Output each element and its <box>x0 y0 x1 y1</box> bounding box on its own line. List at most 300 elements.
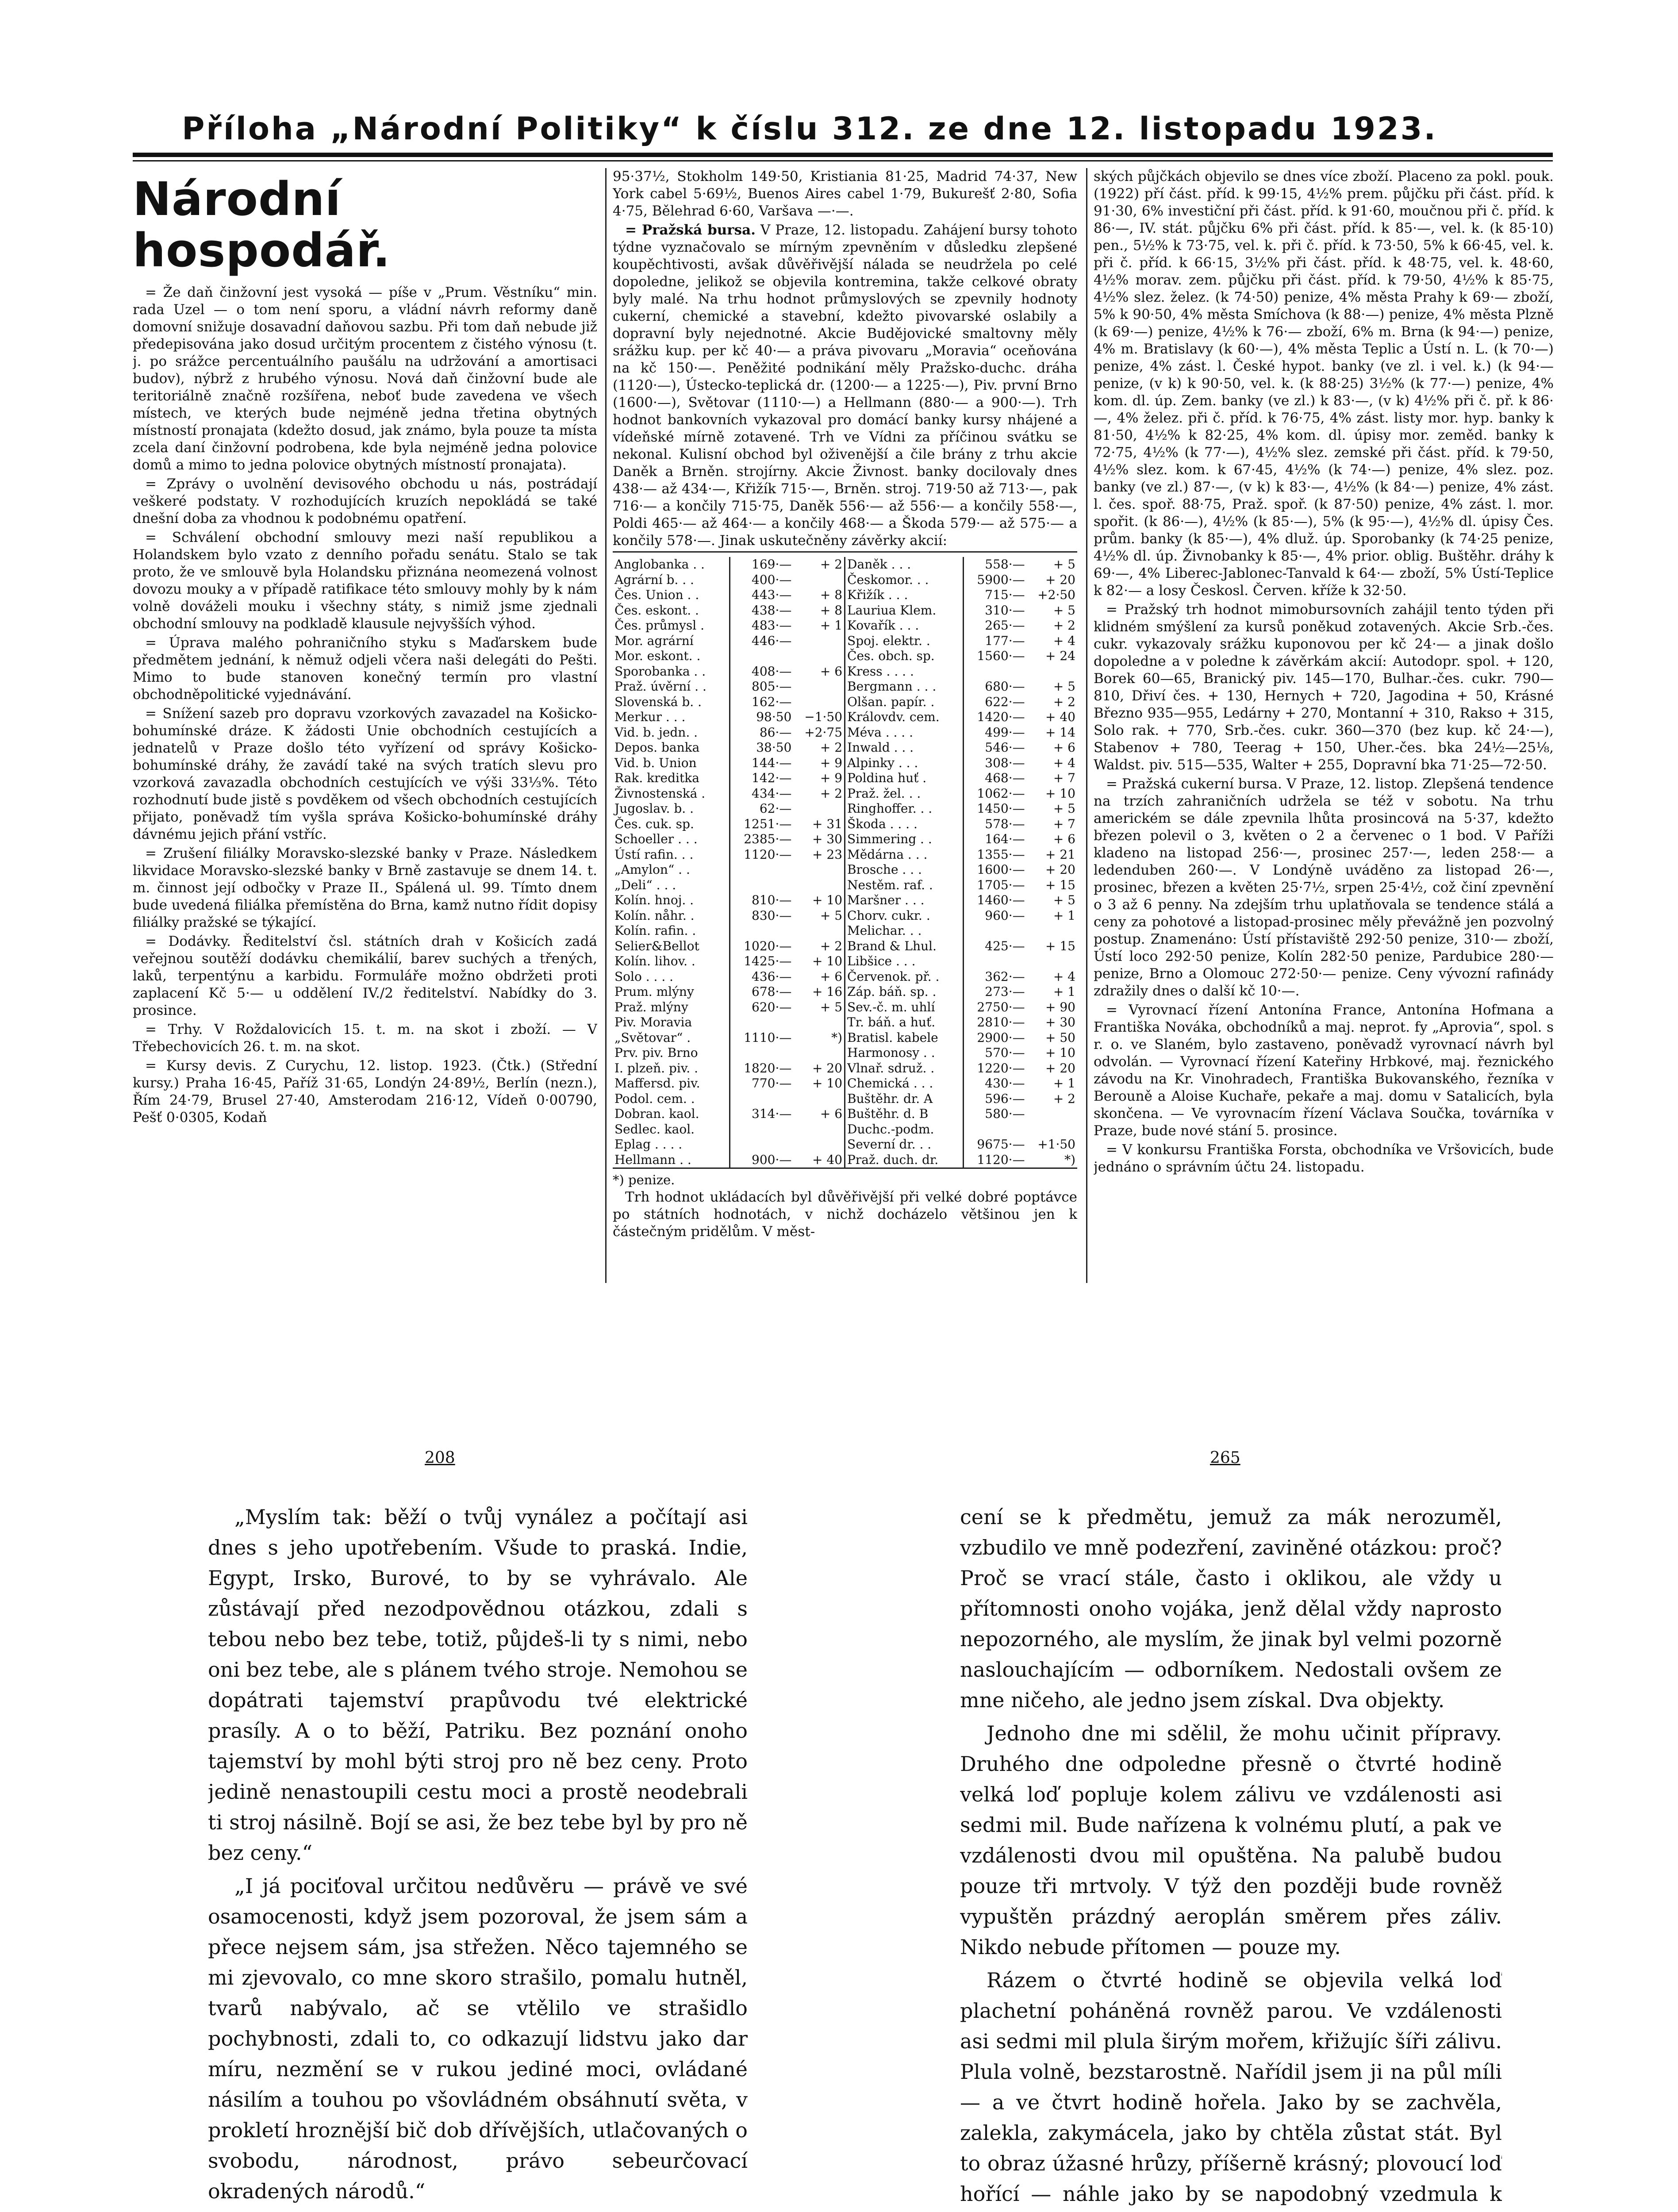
stock-row <box>613 1015 1077 1030</box>
stock-cell-right: + 4 <box>1053 755 1075 770</box>
stock-cell-right: Křižík . . . <box>845 588 964 603</box>
stock-cell-left: + 5 <box>820 908 843 923</box>
stock-cell-left: 434·— <box>730 786 793 802</box>
stock-cell-left <box>793 1091 845 1107</box>
stock-cell-right <box>1027 954 1077 969</box>
stock-cell-right: Buštěhr. d. B <box>845 1106 964 1122</box>
stock-cell-left: + 6 <box>820 664 843 679</box>
article-paragraph: ských půjčkách objevilo se dnes více zboží. Placeno za pokl. pouk. (1922) pří část. příd. k 99·15, 4½% prem. půjčku při část. příd. k 91·30, 6% investiční při část. příd. k 91·60, moučnou při č. příd. k 86·—, IV. stát. půjčku 6% při část. příd. k 85·—, vel. k. (k 85·10) pen., 5½% k 73·75, vel. k. při č. příd. k 73·50, 5% k 66·45, vel. k. při č. příd. k 66·15, 3½% při část. příd. k 48·75, vel. k. 48·60, 4½% morav. zem. půjčku při část. příd. k 79·50, 4½% k 85·75, 4½% slez. želez. (k 74·50) penize, 4% města Prahy k 69·— zboží, 5% k 90·50, 4% města Smíchova (k 88·—) penize, 4% města Plzně (k 69·—) penize, 4½% k 76·— zboží, 6% m. Brna (k 94·—) penize, 4% m. Bratislavy (k 60·—), 4% města Teplic a Ústí n. L. (k 70·—) penize, 4% zást. l. České hypot. banky (ve zl. i vel. k.) (k 94·— penize, (v k) k 90·50, vel. k. (k 88·25) 3½% (k 77·—) penize, 4% kom. dl. úp. Zem. banky (ve zl.) k 83·—, (v k) 4½% při č. př. k 86·—, 4% želez. při č. příd. k 76·75, 4% zást. listy mor. hyp. banky k 81·50, 4½% k 82·25, 4% kom. dl. úpisy mor. zeměd. banky k 72·75, 4½% (k 77·—), 4½% slez. zemské při část. příd. k 79·50, 4½% slez. kom. k 67·45, 4½% (k 74·—) penize, 4% slez. poz. banky (ve zl.) 87·—, (v k) k 83·—, 4½% (k 84·—) penize, 4% zást. l. čes. spoř. 88·75, Praž. spoř. (k 87·50) penize, 4% zást. l. mor. spořit. (k 86·—), 4½% (k 85·—), 5% (k 95·—), 4½% dl. úpisy Čes. prům. banky (k 85·—), 4% dluž. úp. Sporobanky (k 74·25 penize, 4½% dl. úp. Živnobanky k 85·—, 4% prior. oblig. Buštěhr. dráhy k 69·—, 4% Liberec-Jablonec-Tanvald k 64·— zboží, 5% Ústí-Teplice k 82·— a losy Českosl. Červen. kříže k 32·50. <box>1094 169 1554 599</box>
stock-cell-left <box>730 1045 793 1061</box>
stock-cell-right: + 5 <box>1053 893 1075 907</box>
burza-article <box>613 222 1077 549</box>
stock-cell-left: Praž. mlýny <box>614 999 688 1014</box>
stock-cell-right: + 5 <box>1053 603 1075 618</box>
stock-cell-left: „Deli“ . . . <box>614 877 676 892</box>
stock-row <box>613 756 1077 771</box>
stock-row <box>613 740 1077 756</box>
stock-row <box>613 649 1077 664</box>
stock-cell-right: Červenok. př. . <box>845 969 964 985</box>
stock-cell-left <box>793 649 845 664</box>
stock-cell-right: Kress . . . . <box>845 664 964 680</box>
stock-cell-right <box>963 664 1026 680</box>
stock-cell-left: + 16 <box>812 984 843 999</box>
stock-cell-right: + 2 <box>1053 1091 1075 1106</box>
stock-row <box>613 984 1077 1000</box>
stock-cell-left <box>793 1137 845 1152</box>
stock-cell-right: 1355·— <box>963 847 1026 863</box>
stock-cell-left: Schoeller . . . <box>614 832 698 846</box>
stock-cell-right: + 5 <box>1053 557 1075 572</box>
stock-cell-left: Merkur . . . <box>614 710 686 724</box>
burza-text: V Praze, 12. listopadu. Zahájení bursy tohoto týdne vyznačovalo se mírným zpevněním v důsledku zlepšené koupěchtivosti, avšak důvěřivější nálada se neudržela po celé dopoledne, jelikož se objevila kontremina, takže celkové obraty byly malé. Na trhu hodnot průmyslových se zpevnily hodnoty cukerní, chemické a stavební, kdežto pivovarské oslabily a dopravní byly nejednotné. Akcie Budějovické smaltovny měly srážku kup. per kč 40·— a práva pivovaru „Moravia“ oceňována na kč 150·—. Peněžité podnikání měly Pražsko-duchc. dráha (1120·—), Ústecko-teplická dr. (1200·— a 1225·—), Piv. první Brno (1600·—), Světovar (1110·—) a Hellmann (880·— a 900·—). Trh hodnot bankovních vykazoval pro domácí banky kursy nhájené a vídeňské mírně zotavené. Trh ve Vídni za příčinou svátku se nekonal. Kulisní obchod byl oživenější a čile brány z trhu akcie Daněk a Brněn. strojírny. Akcie Živnost. banky docilovaly dnes 438·— až 434·—, Křižík 715·—, Brněn. stroj. 719·50 až 713·—, pak 716·— a končily 715·75, Daněk 556·— až 556·— a končily 558·—, Poldi 465·— až 464·— a končily 468·— a Škoda 579·— až 575·— a končily 578·—. Jinak uskutečněny závěrky akcií: <box>613 222 1077 549</box>
stock-cell-left <box>793 1015 845 1030</box>
stock-row <box>613 923 1077 939</box>
stock-row <box>613 1152 1077 1168</box>
stock-cell-left: Podol. cem. . <box>614 1091 695 1106</box>
stock-cell-right: 580·— <box>963 1106 1026 1122</box>
stock-cell-right: Mědárna . . . <box>845 847 964 863</box>
stock-cell-right: 622·— <box>963 695 1026 710</box>
stock-cell-right <box>1027 1106 1077 1122</box>
book-paragraph: cení se k předmětu, jemuž za mák nerozuměl, vzbudilo ve mně podezření, zaviněné otázkou: proč? Proč se vrací stále, často i oklikou, ale vždy u přítomnosti onoho vojáka, jenž dělal vždy naprosto nepozorného, ale myslím, že jinak byl velmi pozorně naslouchajícím — odborníkem. Nedostali ovšem ze mne ničeho, ale jedno jsem získal. Dva objekty. <box>960 1505 1502 1712</box>
article-paragraph: = Že daň činžovní jest vysoká — píše v „Prum. Věstníku“ min. rada Uzel — o tom není sporu, a vládní návrh reformy daně domovní snižuje dosavadní daňovou sazbu. Při tom daň nebude již předepisována jako dosud určitým procentem z čistého výnosu (t. j. po srážce percentuálního paušálu na udržování a amortisaci budov), nýbrž z hrubého výnosu. Nová daň činžovní bude ale teritoriálně značně rozšířena, neboť bude zavedena ve všech místech, ve kterých bude nejméně jedna třetina obytných místností pronajata (kdežto dosud, jak známo, byla pouze ta místa zcela daní činžovní podrobena, kde byla nejméně jedna polovice domů a mimo to jedna polovice obytných místností pronajata). <box>133 284 597 473</box>
stock-cell-left <box>730 923 793 939</box>
stock-cell-right: 1062·— <box>963 786 1026 802</box>
stock-cell-left: Prum. mlýny <box>614 984 694 999</box>
stock-row <box>613 939 1077 954</box>
page-number-left: 208 <box>425 1449 455 1467</box>
stock-cell-left: + 40 <box>812 1152 843 1167</box>
article-paragraph: = Vyrovnací řízení Antonína France, Antonína Hofmana a Františka Nováka, obchodníků a maj. neprot. fy „Aprovia“, spol. s r. o. ve Slaném, bylo zastaveno, poněvadž vyrovnací návrh byl odvolán. — Vyrovnací řízení Kateřiny Hrbkové, maj. řeznického závodu na Kr. Vinohradech, Františka Bukovanského, řezníka v Berouně a Aloise Kuchaře, pekaře a maj. domu v Satalicích, byla skončena. — Ve vyrovnacím řízení Václava Součka, továrníka v Praze, bude nové stání 5. prosince. <box>1094 1002 1554 1139</box>
stock-row <box>613 771 1077 786</box>
stock-cell-left: 98·50 <box>730 710 793 725</box>
stock-cell-left <box>793 695 845 710</box>
book-paragraph: „I já pociťoval určitou nedůvěru — právě ve své osamocenosti, když jsem pozoroval, že jsem sám a přece nejsem sám, jsa střežen. Něco tajemného se mi zjevovalo, co mne skoro strašilo, pomalu hutněl, tvarů nabývalo, ač se vtělilo ve strašidlo pochybnosti, zdali to, co odkazují lidstvu jako dar míru, nezmění se v rukou jediné moci, ovládané násilím a touhou po všovládném obsáhnutí světa, v prokletí hroznější bič dob dřívějších, utlačovaných o svobodu, národnost, právo sebeurčovací okradených národů.“ <box>208 1874 748 2203</box>
article-paragraph: = Zrušení filiálky Moravsko-slezské banky v Praze. Následkem likvidace Moravsko-slezské banky v Brně zastavuje se dnem 14. t. m. činnost její odbočky v Praze II., Spálená ul. 99. Tímto dnem bude uvedená filiálka přemístěna do Brna, kamž nutno řídit dopisy filiálky pražské se týkající. <box>133 845 597 930</box>
stock-cell-left <box>793 572 845 588</box>
stock-cell-right: + 1 <box>1053 1076 1075 1091</box>
page-number-right: 265 <box>1210 1449 1240 1467</box>
stock-cell-left <box>793 923 845 939</box>
stock-cell-left: Eplag . . . . <box>614 1137 683 1152</box>
stock-cell-left <box>730 649 793 664</box>
stock-cell-left: +2·75 <box>804 725 843 740</box>
stock-cell-right: Daněk . . . <box>845 557 964 572</box>
stock-cell-right: + 4 <box>1053 633 1075 648</box>
stock-cell-right: 1560·— <box>963 649 1026 664</box>
stock-cell-left: + 20 <box>812 1060 843 1075</box>
stock-cell-left: *) <box>831 1030 843 1045</box>
stock-cell-left: 1425·— <box>730 954 793 969</box>
book-page-right <box>960 1502 1502 2212</box>
stock-cell-right: Vlnař. sdruž. . <box>845 1061 964 1076</box>
stock-cell-left: Vid. b. jedn. . <box>614 725 698 740</box>
stock-cell-right: Záp. báň. sp. . <box>845 984 964 1000</box>
stock-row <box>613 862 1077 878</box>
stock-cell-left: Kolín. hnoj. . <box>614 893 694 907</box>
stock-cell-left: + 31 <box>812 816 843 831</box>
stock-cell-right: + 6 <box>1053 832 1075 846</box>
stock-row <box>613 725 1077 741</box>
stock-cell-right: 177·— <box>963 634 1026 649</box>
stock-cell-left: Vid. b. Union <box>614 755 697 770</box>
stock-cell-left: 38·50 <box>730 740 793 756</box>
stock-cell-right: Praž. žel. . . <box>845 786 964 802</box>
stock-cell-right: 1705·— <box>963 878 1026 893</box>
stock-cell-left: 162·— <box>730 695 793 710</box>
stock-row <box>613 786 1077 802</box>
stock-cell-right <box>963 923 1026 939</box>
stock-cell-right: Libšice . . . <box>845 954 964 969</box>
stock-cell-right: Kovařík . . . <box>845 618 964 634</box>
stock-cell-right: + 4 <box>1053 969 1075 984</box>
stock-cell-left: + 1 <box>820 618 843 633</box>
column-3 <box>1094 168 1554 1287</box>
stock-cell-left: + 30 <box>812 832 843 846</box>
stock-cell-left: Prv. piv. Brno <box>614 1045 698 1060</box>
stock-cell-left: Sporobanka . . <box>614 664 706 679</box>
article-paragraph: = Pražská cukerní bursa. V Praze, 12. listop. Zlepšená tendence na trzích zahraničních udržela se též v sobotu. Na trhu americkém se dále zpevnila lhůta prosincová na 5·37, kdežto březen polevil o 3, květen o 2 a červenec o 1 bod. V Paříži kladeno na listopad 256·—, prosinec 257·—, leden 258·— a ledenduben 260·—. V Londýně uváděno za listopad 26·—, prosinec, březen a květen 25·7½, srpen 25·4½, což činí zpevnění o 3 až 6 penny. Na zdejším trhu uplatňovala se tendence stálá a ceny za pohotové a listopad-prosinec měly převážně jen pozvolný postup. Znamenáno: Ústí přístaviště 292·50 penize, 310·— zboží, Ústí loco 292·50 penize, Kolín 282·50 penize, Pardubice 280·— penize, Brno a Olomouc 272·50·— penize. Ceny vývozní rafinády zdražily dnes o další kč 10·—. <box>1094 776 1554 999</box>
stock-cell-right: + 24 <box>1045 649 1075 663</box>
stock-cell-right: Chorv. cukr. . <box>845 908 964 924</box>
stock-row <box>613 893 1077 908</box>
stock-cell-right: 1450·— <box>963 801 1026 817</box>
stock-cell-right: Českomor. . . <box>845 572 964 588</box>
stock-cell-right: + 21 <box>1045 847 1075 862</box>
stock-cell-right: Méva . . . . <box>845 725 964 741</box>
stock-cell-left: 483·— <box>730 618 793 634</box>
stock-cell-right: 265·— <box>963 618 1026 634</box>
section-title: Národní hospodář. <box>133 172 391 277</box>
stock-cell-left: Kolín. lihov. . <box>614 954 695 968</box>
stock-cell-right: + 5 <box>1053 679 1075 694</box>
stock-cell-right: 596·— <box>963 1091 1026 1107</box>
column-1 <box>133 168 597 1287</box>
stock-cell-right: +2·50 <box>1037 588 1075 602</box>
stock-cell-right <box>1027 923 1077 939</box>
stock-cell-right: 2750·— <box>963 1000 1026 1015</box>
stock-cell-right: Melichar. . . <box>845 923 964 939</box>
stock-cell-left: 900·— <box>730 1152 793 1168</box>
book-page-left <box>208 1502 748 2212</box>
stock-cell-left: Praž. úvěrní . . <box>614 679 707 694</box>
stock-cell-left: 620·— <box>730 1000 793 1015</box>
stock-cell-left: 830·— <box>730 908 793 924</box>
stock-cell-right: Bratisl. kabele <box>845 1030 964 1046</box>
stock-row <box>613 954 1077 969</box>
stock-cell-left: Dobran. kaol. <box>614 1106 699 1121</box>
stock-cell-left: 142·— <box>730 771 793 786</box>
stock-cell-left: 678·— <box>730 984 793 1000</box>
stock-cell-right: + 15 <box>1045 938 1075 953</box>
stock-cell-right: Škoda . . . . <box>845 817 964 832</box>
stock-cell-right: Brand & Lhul. <box>845 939 964 954</box>
stock-row <box>613 618 1077 634</box>
stock-cell-left <box>793 801 845 817</box>
stock-cell-left: + 5 <box>820 999 843 1014</box>
stock-cell-right: Simmering . . <box>845 832 964 847</box>
stock-cell-right: 546·— <box>963 740 1026 756</box>
burza-title: = Pražská bursa. <box>625 222 756 238</box>
stock-cell-right: 570·— <box>963 1045 1026 1061</box>
book-paragraph: Jednoho dne mi sdělil, že mohu učinit přípravy. Druhého dne odpoledne přesně o čtvrté hodině velká loď popluje kolem zálivu ve vzdálenosti asi sedmi mil. Bude nařízena k volnému plutí, a pak ve vzdálenosti dvou mil opuštěna. Na palubě budou pouze tři mrtvoly. V týž den později bude rovněž vypuštěn prázdný aeroplán směrem přes záliv. Nikdo nebude přítomen — pouze my. <box>960 1721 1502 1959</box>
article-paragraph: = Dodávky. Ředitelství čsl. státních drah v Košicích zadá veřejnou soutěží dodávku chemikálií, barev suchých a třených, laků, terpentýnu a karbidu. Formuláře možno obdržeti proti zaplacení Kč 5·— u oddělení IV./2 ředitelství. Nabídky do 3. prosince. <box>133 933 597 1018</box>
stock-cell-left: 438·— <box>730 603 793 618</box>
stock-table-wrapper <box>613 551 1077 1169</box>
book-paragraph: Rázem o čtvrté hodině se objevila velká loď plachetní poháněná rovněž parou. Ve vzdálenosti asi sedmi mil plula širým mořem, křižujíc šíři zálivu. Plula volně, bezstarostně. Nařídil jsem ji na půl míli — a ve čtvrt hodině hořela. Jako by se zachvěla, zalekla, zakymácela, jako by chtěla zůstat stát. Byl to obraz úžasné hrůzy, příšerně krásný; plovoucí loď hořící — náhle jako by se napodobný vzedmula k <box>960 1968 1502 2206</box>
stock-row <box>613 1045 1077 1061</box>
stock-row <box>613 572 1077 588</box>
stock-cell-right: 2900·— <box>963 1030 1026 1046</box>
stock-cell-right: + 2 <box>1053 694 1075 709</box>
stock-cell-right: Duchc.-podm. <box>845 1122 964 1137</box>
stock-cell-right: + 20 <box>1045 1060 1075 1075</box>
stock-cell-left: Čes. eskont. . <box>614 603 699 618</box>
stock-cell-right: + 7 <box>1053 816 1075 831</box>
stock-cell-right: + 1 <box>1053 984 1075 999</box>
stock-cell-left <box>730 1015 793 1030</box>
article-paragraph: = Zprávy o uvolnění devisového obchodu u nás, postrádají veškeré podstaty. V rozhodujících kruzích nepokládá se také dnešní doba za vhodnou k podobnému opatření. <box>133 476 597 526</box>
stock-cell-left: Čes. cuk. sp. <box>614 816 694 831</box>
stock-cell-right: + 1 <box>1053 908 1075 923</box>
stock-cell-right: Chemická . . . <box>845 1076 964 1091</box>
stock-cell-right: + 20 <box>1045 572 1075 587</box>
stock-cell-right: 1420·— <box>963 710 1026 725</box>
stock-cell-right: Sev.-č. m. uhlí <box>845 1000 964 1015</box>
stock-cell-right: Bergmann . . . <box>845 679 964 695</box>
stock-row <box>613 603 1077 618</box>
stock-cell-right: 1600·— <box>963 862 1026 878</box>
stock-cell-left: Kolín. nåhr. . <box>614 908 695 923</box>
stock-cell-left: 408·— <box>730 664 793 680</box>
stock-row <box>613 588 1077 603</box>
stock-cell-right: 164·— <box>963 832 1026 847</box>
stock-cell-left: Depos. banka <box>614 740 700 755</box>
stock-cell-right: Nestěm. raf. . <box>845 878 964 893</box>
stock-footnote: *) penize. <box>613 1172 675 1187</box>
stock-cell-left: 144·— <box>730 756 793 771</box>
stock-cell-left: Selier&Bellot <box>614 938 699 953</box>
stock-cell-left: I. plzeň. piv. . <box>614 1060 698 1075</box>
stock-cell-left: 400·— <box>730 572 793 588</box>
stock-cell-right: Maršner . . . <box>845 893 964 908</box>
stock-row <box>613 1137 1077 1152</box>
stock-cell-left: Čes. průmysl . <box>614 618 704 633</box>
stock-row <box>613 847 1077 863</box>
stock-cell-left: Maffersd. piv. <box>614 1076 700 1091</box>
stock-cell-left: 446·— <box>730 634 793 649</box>
stock-cell-right: + 40 <box>1045 710 1075 724</box>
stock-cell-right: 5900·— <box>963 572 1026 588</box>
stock-cell-right <box>963 1122 1026 1137</box>
stock-row <box>613 557 1077 572</box>
stock-cell-left: 1020·— <box>730 939 793 954</box>
stock-cell-left: Agrární b. . . <box>614 572 694 587</box>
stock-row <box>613 832 1077 847</box>
stock-cell-left: + 9 <box>820 755 843 770</box>
stock-cell-left <box>793 634 845 649</box>
article-paragraph: = V konkursu Františka Forsta, obchodníka ve Vršovicích, bude jednáno o správním účtu 24. listopadu. <box>1094 1142 1554 1175</box>
stock-row <box>613 1106 1077 1122</box>
stock-cell-right: 310·— <box>963 603 1026 618</box>
stock-cell-right: 273·— <box>963 984 1026 1000</box>
stock-cell-right: 9675·— <box>963 1137 1026 1152</box>
article-paragraph: = Pražský trh hodnot mimobursovních zahájil tento týden při klidném smýšlení za kursů poněkud zotavených. Akcie Srb.-čes. cukr. vykazovaly srážku kuponovou per kč 24·— a jinak došlo dopoledne a v poledne k závěrkám akcií: Autodopr. spol. + 120, Borek 60—65, Branický piv. 145—170, Bulhar.-čes. cukr. 790—810, Dřiví čes. + 130, Hernych + 720, Jagodina + 50, Krásné Březno 935—955, Ledárny + 270, Montanní + 310, Rakso + 315, Solo rak. + 770, Srb.-čes. cukr. 360—370 (bez kup. kč 24·—), Stabenov + 780, Teerag + 150, Uher.-čes. bka 24½—25⅛, Waldst. piv. 515—535, Walter + 255, Dopravní bka 71·25—72·50. <box>1094 602 1554 773</box>
stock-cell-right: Alpinky . . . <box>845 756 964 771</box>
header-rule-thick <box>133 153 1553 157</box>
stock-cell-right: Buštěhr. dr. A <box>845 1091 964 1107</box>
stock-cell-right: + 5 <box>1053 801 1075 816</box>
stock-cell-right: 468·— <box>963 771 1026 786</box>
stock-cell-right: + 14 <box>1045 725 1075 740</box>
stock-row <box>613 679 1077 695</box>
stock-cell-left: „Amylon“ . . <box>614 862 690 877</box>
stock-cell-left: + 9 <box>820 771 843 785</box>
stock-cell-right: Harmonosy . . <box>845 1045 964 1061</box>
book-paragraph: „Myslím tak: běží o tvůj vynález a počítají asi dnes s jeho upotřebením. Všude to praská. Indie, Egypt, Irsko, Burové, to by se vyhrávalo. Ale zůstávají před nezodpovědnou otázkou, zdali s tebou nebo bez tebe, totiž, půjdeš-li ty s nimi, nebo oni bez tebe, ale s plánem tvého stroje. Nemohou se dopátrati tajemství prapůvodu tvé elektrické prasíly. A o to běží, Patriku. Bez poznání onoho tajemství by mohl býti stroj pro ně bez ceny. Proto jedině nenastoupili cestu moci a prostě neodebrali ti stroj násilně. Bojí se asi, že bez tebe byl by pro ně bez ceny.“ <box>208 1505 748 1865</box>
stock-cell-left: + 8 <box>820 603 843 618</box>
stock-table-body <box>613 557 1077 1167</box>
stock-cell-left: Slovenská b. . <box>614 694 702 709</box>
stock-row <box>613 710 1077 725</box>
stock-cell-left: + 10 <box>812 893 843 907</box>
stock-cell-left: + 2 <box>820 557 843 572</box>
stock-cell-right: 1460·— <box>963 893 1026 908</box>
stock-cell-right: + 15 <box>1045 877 1075 892</box>
stock-cell-right: + 20 <box>1045 862 1075 877</box>
stock-cell-left: + 10 <box>812 1076 843 1091</box>
stock-row <box>613 1061 1077 1076</box>
stock-cell-right: 430·— <box>963 1076 1026 1091</box>
column-divider <box>605 168 607 1283</box>
stock-cell-left: 314·— <box>730 1106 793 1122</box>
column-2 <box>613 168 1077 1287</box>
stock-cell-left: 86·— <box>730 725 793 741</box>
stock-cell-right: 499·— <box>963 725 1026 741</box>
stock-cell-left: 1110·— <box>730 1030 793 1046</box>
stock-cell-right: Čes. obch. sp. <box>845 649 964 664</box>
stock-cell-left <box>730 1137 793 1152</box>
stock-cell-right: 558·— <box>963 557 1026 572</box>
stock-cell-right: Poldina huť . <box>845 771 964 786</box>
article-paragraph: = Kursy devis. Z Curychu, 12. listop. 1923. (Čtk.) (Střední kursy.) Praha 16·45, Paříž 31·65, Londýn 24·89½, Berlín (nezn.), Řím 24·79, Brusel 27·40, Amsterodam 216·12, Vídeň 0·00790, Pešť 0·0305, Kodaň <box>133 1058 597 1125</box>
stock-row <box>613 664 1077 680</box>
stock-row <box>613 801 1077 817</box>
stock-cell-left <box>793 679 845 695</box>
article-paragraph: = Trhy. V Roždalovicích 15. t. m. na skot i zboží. — V Třebechovicích 26. t. m. na skot. <box>133 1022 597 1055</box>
stock-cell-right: 715·— <box>963 588 1026 603</box>
stock-cell-left: 436·— <box>730 969 793 985</box>
stock-cell-right: 425·— <box>963 939 1026 954</box>
stock-cell-right: + 2 <box>1053 618 1075 633</box>
stock-cell-left <box>793 862 845 878</box>
stock-row <box>613 817 1077 832</box>
stock-row <box>613 908 1077 924</box>
stock-row <box>613 695 1077 710</box>
stock-cell-left: 805·— <box>730 679 793 695</box>
stock-cell-right: 1220·— <box>963 1061 1026 1076</box>
stock-cell-right: + 7 <box>1053 771 1075 785</box>
stock-cell-right: Severní dr. . . <box>845 1137 964 1152</box>
article-paragraph: = Snížení sazeb pro dopravu vzorkových zavazadel na Košicko-bohumínské dráze. K žádosti Unie obchodních cestujících a jednatelů v Praze došlo této vyřízení od správy Košicko-bohumínské dráhy, že zavádí také na svých tratích slevu pro vzorková zavazadla obchodních cestujících ve výši 33⅓%. Této rozhodnutí bude jistě s povděkem od všech obchodních cestujících přijato, poněvadž tím vyšla správa Košicko-bohumínské dráhy dávnému jejich přání vstříc. <box>133 706 597 842</box>
stock-cell-left: 2385·— <box>730 832 793 847</box>
stock-cell-left <box>793 1122 845 1137</box>
stock-cell-left: + 2 <box>820 740 843 755</box>
column-divider <box>1086 168 1087 1283</box>
stock-cell-right: Brosche . . . <box>845 862 964 878</box>
stock-row <box>613 1091 1077 1107</box>
stock-cell-left: 1120·— <box>730 847 793 863</box>
stock-cell-right: Královdv. cem. <box>845 710 964 725</box>
book-paragraph <box>208 2209 748 2212</box>
stock-row <box>613 1030 1077 1046</box>
stock-row <box>613 1122 1077 1137</box>
stock-cell-left: Jugoslav. b. . <box>614 801 694 816</box>
header-rule-thin <box>133 160 1553 161</box>
stock-row <box>613 878 1077 893</box>
stock-cell-right: Tr. báň. a huť. <box>845 1015 964 1030</box>
stock-cell-left <box>793 878 845 893</box>
stock-cell-left: Ústí rafin. . . <box>614 847 694 862</box>
stock-row <box>613 1000 1077 1015</box>
stock-cell-right <box>1027 1122 1077 1137</box>
article-paragraph: = Schválení obchodní smlouvy mezi naší republikou a Holandskem bylo vzato z denního pořadu senátu. Stalo se tak proto, že ve smlouvě byla Holandsku přiznána neomezená volnost dovozu mouky a v případě ratifikace této smlouvy mohly by k nám volně dováželi mouku i všechny státy, s nimiž jsme zjednali obchodní smlouvy na podkladě klausule nejvyšších výhod. <box>133 530 597 632</box>
stock-cell-right: 2810·— <box>963 1015 1026 1030</box>
stock-cell-right: + 30 <box>1045 1015 1075 1029</box>
article-paragraph: = Úprava malého pohraničního styku s Maďarskem bude předmětem jednání, k němuž odjeli včera naši delegáti do Pešti. Mimo to bude stanoven konečný termín pro vlastní obchodněpolitické vyjednávání. <box>133 635 597 703</box>
stock-cell-left: + 2 <box>820 786 843 801</box>
stock-cell-right: 578·— <box>963 817 1026 832</box>
stock-cell-left: Čes. Union . . <box>614 588 699 602</box>
stock-cell-left: −1·50 <box>804 710 843 724</box>
stock-cell-left: 1251·— <box>730 817 793 832</box>
stock-cell-left <box>793 1045 845 1061</box>
stock-cell-right: *) <box>1064 1152 1075 1167</box>
stock-row <box>613 969 1077 985</box>
stock-cell-right: 1120·— <box>963 1152 1026 1168</box>
stock-cell-right: Inwald . . . <box>845 740 964 756</box>
stock-row <box>613 634 1077 649</box>
stock-cell-left: Mor. agrární <box>614 633 694 648</box>
stock-cell-right: Ringhoffer. . . <box>845 801 964 817</box>
stock-cell-left: + 2 <box>820 938 843 953</box>
stock-cell-left: 1820·— <box>730 1061 793 1076</box>
stock-cell-right <box>963 954 1026 969</box>
stock-cell-left: „Světovar“ . <box>614 1030 691 1045</box>
stock-cell-left: Anglobanka . . <box>614 557 705 572</box>
stock-cell-right <box>1027 664 1077 680</box>
stock-cell-right: +1·50 <box>1037 1137 1075 1152</box>
stock-table <box>613 557 1077 1167</box>
stock-cell-left: Piv. Moravia <box>614 1015 692 1029</box>
stock-cell-left: + 8 <box>820 588 843 602</box>
stock-cell-right: Praž. duch. dr. <box>845 1152 964 1168</box>
stock-cell-right: 308·— <box>963 756 1026 771</box>
stock-cell-left: Hellmann . . <box>614 1152 691 1167</box>
devisy-continuation: 95·37½, Stokholm 149·50, Kristiania 81·25, Madrid 74·37, New York cabel 5·69½, Buenos Aires cabel 1·79, Bukurešť 2·80, Sofia 4·75, Bělehrad 6·60, Varšava —·—. <box>613 169 1077 219</box>
stock-cell-right: + 6 <box>1053 740 1075 755</box>
stock-cell-right: + 50 <box>1045 1030 1075 1045</box>
stock-cell-right: Spoj. elektr. . <box>845 634 964 649</box>
stock-cell-left: + 6 <box>820 1106 843 1121</box>
stock-cell-left: Živnostenská . <box>614 786 706 801</box>
stock-cell-left: + 6 <box>820 969 843 984</box>
stock-cell-left: 62·— <box>730 801 793 817</box>
stock-cell-right: 362·— <box>963 969 1026 985</box>
newspaper-header-title: Příloha „Národní Politiky“ k číslu 312. ze dne 12. listopadu 1923. <box>182 111 1437 147</box>
stock-cell-left: 810·— <box>730 893 793 908</box>
stock-cell-left: Solo . . . . <box>614 969 674 984</box>
